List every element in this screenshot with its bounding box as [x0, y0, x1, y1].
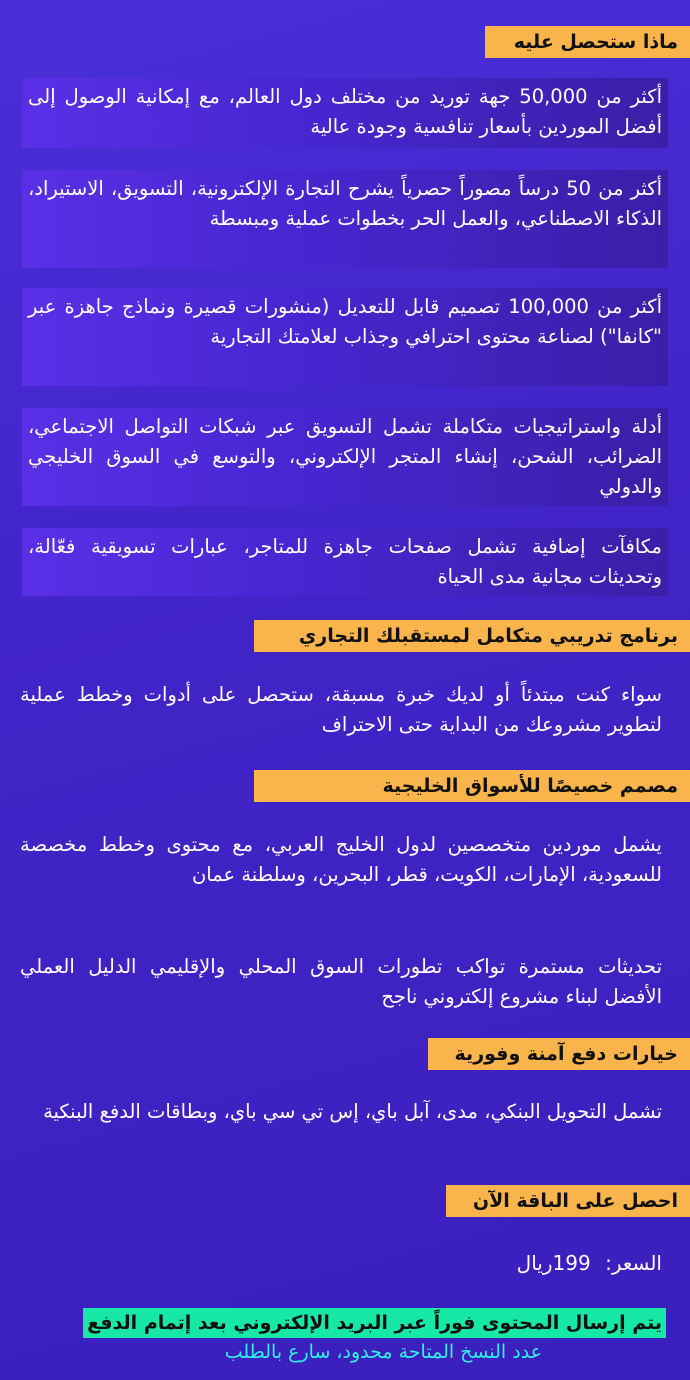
section-title-get-package: احصل على الباقة الآن	[446, 1185, 690, 1217]
benefit-card-bonuses: مكافآت إضافية تشمل صفحات جاهزة للمتاجر، عبارات تسويقية فعّالة، وتحديثات مجانية مدى الحياة	[22, 528, 668, 596]
gulf-text-updates: تحديثات مستمرة تواكب تطورات السوق المحلي والإقليمي الدليل العملي الأفضل لبناء مشروع إلكتروني ناجح	[20, 955, 662, 1008]
benefit-card-suppliers: أكثر من 50,000 جهة توريد من مختلف دول العالم، مع إمكانية الوصول إلى أفضل الموردين بأسعار تنافسية وجودة عالية	[22, 78, 668, 148]
benefit-card-designs: أكثر من 100,000 تصميم قابل للتعديل (منشورات قصيرة ونماذج جاهزة عبر "كانفا") لصناعة محتوى احترافي وجذاب لعلامتك التجارية	[22, 288, 668, 386]
section-title-training: برنامج تدريبي متكامل لمستقبلك التجاري	[254, 620, 690, 652]
benefit-card-lessons: أكثر من 50 درساً مصوراً حصرياً يشرح التجارة الإلكترونية، التسويق، الاستيراد، الذكاء الاصطناعي، والعمل الحر بخطوات عملية ومبسطة	[22, 170, 668, 268]
delivery-note: يتم إرسال المحتوى فوراً عبر البريد الإلكتروني بعد إتمام الدفع	[83, 1308, 666, 1338]
limited-copies-note: عدد النسخ المتاحة محدود، سارع بالطلب	[224, 1341, 542, 1363]
section-title-payment: خيارات دفع آمنة وفورية	[428, 1038, 690, 1070]
section-title-gulf: مصمم خصيصًا للأسواق الخليجية	[254, 770, 690, 802]
payment-text: تشمل التحويل البنكي، مدى، آبل باي، إس تي سي باي، وبطاقات الدفع البنكية	[43, 1100, 662, 1123]
price-line	[517, 1248, 662, 1278]
gulf-text-suppliers: يشمل موردين متخصصين لدول الخليج العربي، مع محتوى وخطط مخصصة للسعودية، الإمارات، الكويت، قطر، البحرين، وسلطنة عمان	[20, 833, 662, 886]
price-label: السعر:	[605, 1251, 662, 1275]
training-text: سواء كنت مبتدئاً أو لديك خبرة مسبقة، ستحصل على أدوات وخطط عملية لتطوير مشروعك من البداية حتى الاحتراف	[20, 683, 662, 736]
section-title-what-you-get: ماذا ستحصل عليه	[485, 26, 690, 58]
price-value: 199ريال	[516, 1251, 591, 1275]
benefit-card-guides: أدلة واستراتيجيات متكاملة تشمل التسويق عبر شبكات التواصل الاجتماعي، الضرائب، الشحن، إنشاء المتجر الإلكتروني، والتوسع في السوق الخليجي والدولي	[22, 408, 668, 506]
